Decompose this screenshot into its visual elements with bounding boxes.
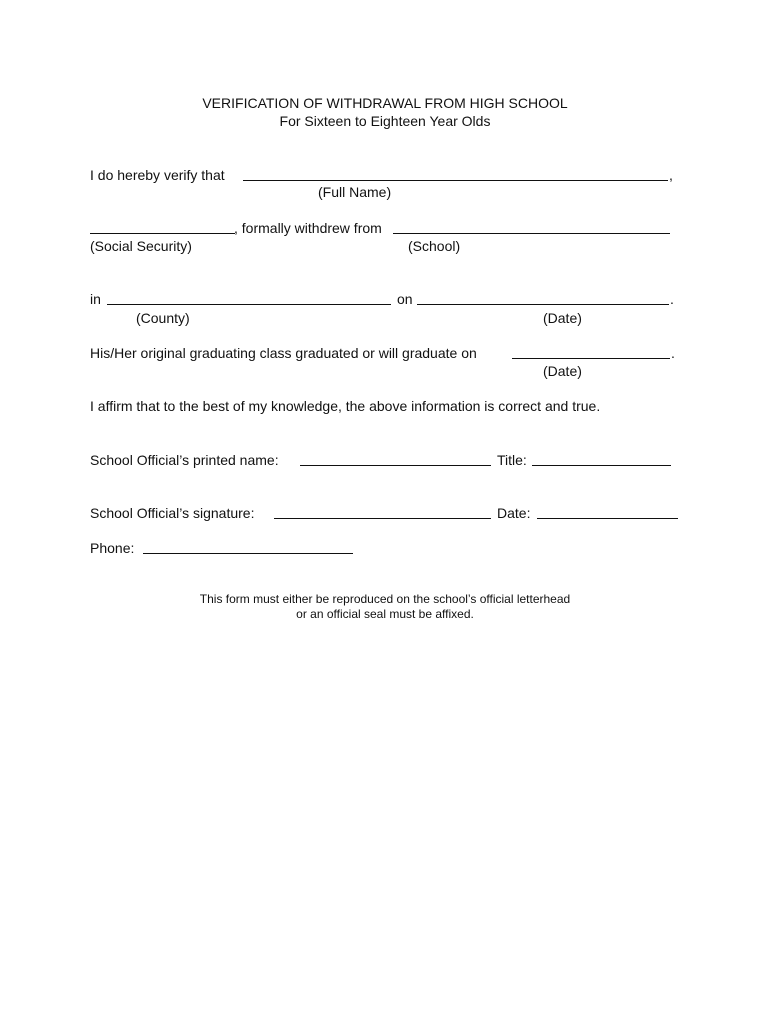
signature-label: School Official’s signature:	[90, 505, 255, 521]
social-security-field[interactable]	[90, 233, 235, 234]
school-caption: (School)	[408, 238, 461, 254]
graduation-date-field[interactable]	[512, 358, 670, 359]
phone-field[interactable]	[143, 553, 353, 554]
footer-note-line-1: This form must either be reproduced on the school’s official letterhead	[199, 592, 571, 606]
withdrew-label: , formally withdrew from	[234, 220, 382, 236]
signature-date-field[interactable]	[537, 518, 678, 519]
date-label: Date:	[497, 505, 531, 521]
phone-label: Phone:	[90, 540, 135, 556]
full-name-caption: (Full Name)	[318, 184, 392, 200]
verify-prefix-label: I do hereby verify that	[90, 167, 225, 183]
affirmation-text: I affirm that to the best of my knowledge, the above information is correct and true.	[90, 398, 601, 414]
title-field[interactable]	[532, 465, 671, 466]
footer-note-line-2: or an official seal must be affixed.	[296, 607, 474, 621]
withdrawal-date-field[interactable]	[417, 304, 669, 305]
county-field[interactable]	[107, 304, 391, 305]
county-caption: (County)	[136, 310, 190, 326]
school-field[interactable]	[393, 233, 670, 234]
form-subtitle: For Sixteen to Eighteen Year Olds	[279, 113, 491, 129]
graduating-class-label: His/Her original graduating class graduated or will graduate on	[90, 345, 477, 361]
withdrawal-date-period: .	[670, 291, 674, 307]
graduation-date-caption: (Date)	[543, 363, 582, 379]
printed-name-field[interactable]	[300, 465, 491, 466]
withdrawal-date-caption: (Date)	[543, 310, 582, 326]
printed-name-label: School Official’s printed name:	[90, 452, 279, 468]
graduation-date-period: .	[671, 345, 675, 361]
signature-field[interactable]	[274, 518, 491, 519]
social-security-caption: (Social Security)	[90, 238, 192, 254]
full-name-field[interactable]	[243, 180, 668, 181]
in-label: in	[90, 291, 101, 307]
full-name-comma: ,	[669, 167, 673, 183]
form-title: VERIFICATION OF WITHDRAWAL FROM HIGH SCHOOL	[202, 95, 568, 111]
on-label: on	[397, 291, 413, 307]
title-label: Title:	[497, 452, 527, 468]
